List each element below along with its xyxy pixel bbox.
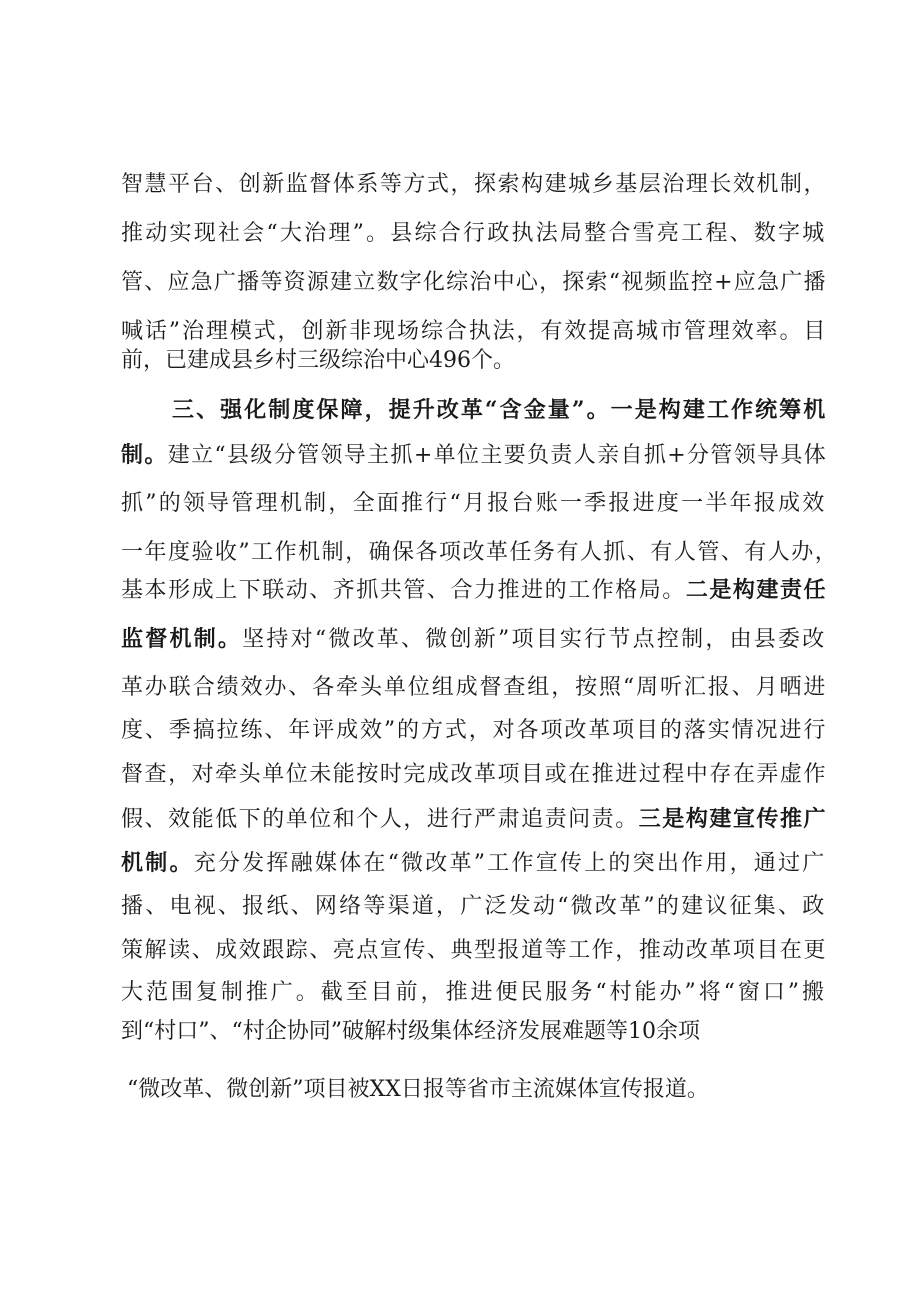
text-line xyxy=(121,219,827,249)
text-line xyxy=(121,489,827,519)
text-line xyxy=(121,317,827,347)
text-line xyxy=(127,1075,709,1105)
text-segment: 基本形成上下联动、齐抓共管、合力推进的工作格局。 xyxy=(121,578,686,603)
text-segment: 一年度验收”工作机制，确保各项改革任务有人抓、有人管、有人办， xyxy=(121,540,839,565)
text-line xyxy=(121,575,827,605)
bold-text-segment: 监督机制。 xyxy=(121,626,243,652)
text-line xyxy=(121,673,827,703)
text-segment: 策解读、成效跟踪、亮点宣传、典型报道等工作，推动改革项目在更 xyxy=(121,938,828,963)
bold-text-segment: 三、强化制度保障，提升改革“含金量”。一是构建工作统筹机 xyxy=(172,397,828,423)
text-segment: 到“村口”、“村企协同”破解村级集体经济发展难题等10余项 xyxy=(121,1019,700,1044)
text-segment: 前，已建成县乡村三级综治中心496个。 xyxy=(121,348,515,373)
text-segment: 大范围复制推广。截至目前，推进便民服务“村能办”将“窗口”搬 xyxy=(121,980,827,1005)
bold-text-segment: 二是构建责任 xyxy=(685,577,828,603)
text-line xyxy=(121,170,827,200)
text-segment: 革办联合绩效办、各牵头单位组成督查组，按照“周听汇报、月晒进 xyxy=(121,675,828,700)
text-line xyxy=(121,440,827,470)
text-line xyxy=(172,395,827,425)
text-line xyxy=(121,268,827,298)
text-segment: 充分发挥融媒体在“微改革”工作宣传上的突出作用，通过广 xyxy=(193,851,827,876)
text-line xyxy=(121,1017,700,1047)
text-segment: 建立“县级分管领导主抓+单位主要负责人亲自抓+分管领导具体 xyxy=(167,443,828,468)
text-line xyxy=(121,804,827,834)
text-line xyxy=(121,978,827,1008)
text-line xyxy=(121,624,827,654)
text-segment: “微改革、微创新”项目被XX日报等省市主流媒体宣传报道。 xyxy=(127,1077,709,1102)
text-segment: 推动实现社会“大治理”。县综合行政执法局整合雪亮工程、数字城 xyxy=(121,221,827,246)
text-segment: 坚持对“微改革、微创新”项目实行节点控制，由县委改 xyxy=(242,627,827,652)
bold-text-segment: 制。 xyxy=(121,442,168,468)
text-segment: 喊话”治理模式，创新非现场综合执法，有效提高城市管理效率。目 xyxy=(121,319,828,344)
text-segment: 智慧平台、创新监督体系等方式，探索构建城乡基层治理长效机制， xyxy=(121,172,828,197)
text-line xyxy=(121,760,827,790)
text-segment: 管、应急广播等资源建立数字化综治中心，探索“视频监控+应急广播 xyxy=(121,270,827,295)
bold-text-segment: 机制。 xyxy=(121,850,194,876)
text-line xyxy=(121,346,515,376)
text-segment: 督查，对牵头单位未能按时完成改革项目或在推进过程中存在弄虚作 xyxy=(121,762,828,787)
text-segment: 假、效能低下的单位和个人，进行严肃追责问责。 xyxy=(121,807,639,832)
text-line xyxy=(121,848,827,878)
text-segment: 度、季搞拉练、年评成效”的方式，对各项改革项目的落实情况进行 xyxy=(121,718,828,743)
bold-text-segment: 三是构建宣传推广 xyxy=(638,806,828,832)
text-line xyxy=(121,716,827,746)
text-segment: 抓”的领导管理机制，全面推行“月报台账一季报进度一半年报成效 xyxy=(121,491,827,516)
text-line xyxy=(121,538,838,568)
text-segment: 播、电视、报纸、网络等渠道，广泛发动“微改革”的建议征集、政 xyxy=(121,894,827,919)
text-line xyxy=(121,892,827,922)
text-line xyxy=(121,936,827,966)
